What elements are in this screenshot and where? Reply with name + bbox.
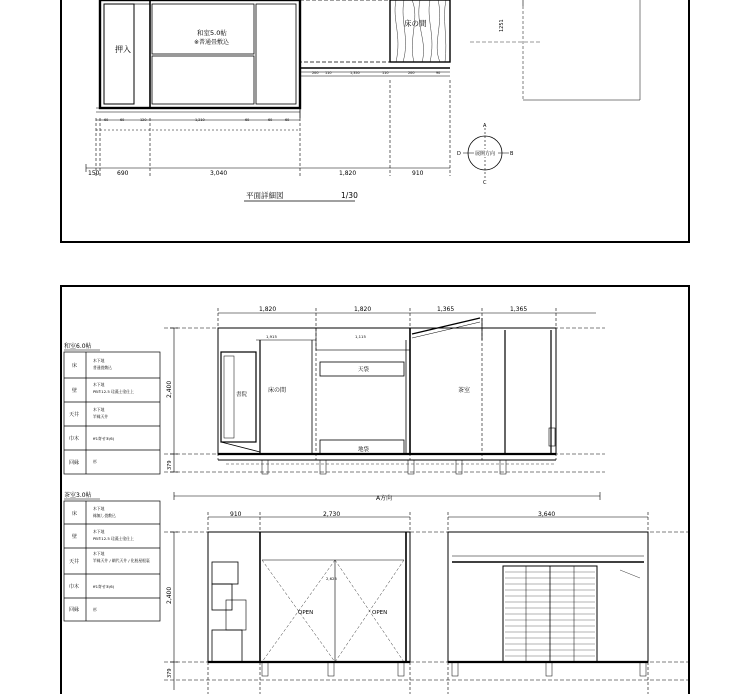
label-open-2: OPEN (372, 610, 388, 616)
svg-text:1,350: 1,350 (350, 71, 360, 75)
plan-panel (61, 0, 689, 242)
f1-k3: 巾木 (69, 436, 80, 442)
svg-text:120: 120 (140, 118, 147, 122)
f1-v2b: 竿縁天井 (93, 414, 109, 419)
f2-k2: 天井 (69, 559, 80, 565)
elev-top-dim-1: 1,820 (259, 306, 277, 313)
plan-walls (96, 0, 450, 118)
plan-frame (61, 0, 689, 242)
lower-h-2400: 2,400 (166, 586, 173, 604)
label-jibukuro: 地袋 (358, 447, 370, 453)
f2-k3: 巾木 (69, 584, 80, 590)
label-tokonoma: 床の間 (268, 387, 287, 394)
room-tokonoma: 床の間 (404, 19, 427, 28)
f1-v4a: 杉 (93, 459, 97, 464)
svg-text:60: 60 (104, 118, 109, 122)
label-chashitsu: 茶室 (458, 387, 471, 394)
plan-title: 平面詳細図 (246, 191, 284, 200)
svg-text:90: 90 (436, 71, 441, 75)
svg-text:60: 60 (268, 118, 273, 122)
compass-d: D (457, 151, 461, 157)
plan-dim-line (86, 80, 450, 176)
elev-top-dim-4: 1,365 (510, 306, 528, 313)
compass (457, 123, 514, 186)
lower-dim-2730: 2,730 (323, 511, 341, 518)
finish1-title: 和室6.0帖 (64, 343, 92, 350)
svg-text:200: 200 (312, 71, 319, 75)
svg-text:60: 60 (285, 118, 290, 122)
room-washitsu-note: ※普通畳敷込 (194, 39, 230, 46)
label-tenbukuro: 天袋 (358, 367, 370, 373)
f1-v3a: ff1寄せ③/6) (93, 436, 115, 441)
elev-mid-dim-2: 1,115 (355, 334, 366, 339)
f2-k1: 壁 (72, 534, 78, 540)
svg-text:200: 200 (408, 71, 415, 75)
f2-v2b: 竿縁天井 / 網代天井 / 化粧屋根裏 (93, 558, 150, 563)
elev-top-dim-2: 1,820 (354, 306, 372, 313)
finish-table-1 (64, 342, 160, 474)
dim-690: 690 (117, 170, 129, 177)
elev-top-dim-3: 1,365 (437, 306, 455, 313)
lower-dim-910: 910 (230, 511, 242, 518)
svg-text:60: 60 (245, 118, 250, 122)
f2-v0b: 縁無し畳敷込 (93, 513, 116, 518)
tokonoma-grain (390, 0, 450, 62)
compass-c: C (483, 180, 487, 186)
f1-k4: 回縁 (69, 460, 80, 466)
f1-v0a: 木下地 (93, 358, 105, 363)
f1-v0b: 普通畳敷込 (93, 365, 112, 370)
room-oshiire: 押入 (115, 45, 131, 54)
f1-v2a: 木下地 (93, 407, 105, 412)
compass-center: 展開方向 (475, 151, 496, 157)
label-open-1: OPEN (298, 610, 314, 616)
finish-table-2 (64, 491, 160, 621)
svg-text:60: 60 (120, 118, 125, 122)
svg-text:110: 110 (382, 71, 389, 75)
f2-v4a: 杉 (93, 607, 97, 612)
f1-v1b: PB⑦12.5 珪藻土塗仕上 (93, 389, 134, 394)
f2-k4: 回縁 (69, 607, 80, 613)
elevation-b (164, 511, 690, 694)
compass-b: B (510, 151, 514, 157)
elev-frame (61, 286, 689, 694)
room-washitsu-title: 和室5.0帖 (197, 29, 227, 37)
plan-dimensions (88, 170, 424, 177)
f2-v0a: 木下地 (93, 506, 105, 511)
plan-title-block (244, 190, 358, 201)
dim-910: 910 (412, 170, 424, 177)
lower-mid-dim: 2,625 (326, 576, 337, 581)
elevation-panel (61, 286, 690, 694)
f1-k2: 天井 (69, 412, 80, 418)
plan-scale: 1/30 (341, 191, 358, 200)
label-direction: A方向 (376, 495, 393, 502)
elevation-a (164, 306, 605, 502)
dim-150: 150 (88, 170, 100, 177)
lower-h-379: 379 (167, 668, 173, 678)
f1-v1a: 木下地 (93, 382, 105, 387)
plan-room-labels (115, 18, 505, 54)
finish2-title: 茶室3.0帖 (64, 492, 92, 499)
f2-v2a: 木下地 (93, 551, 105, 556)
dim-1820: 1,820 (339, 170, 357, 177)
f1-k0: 床 (72, 363, 78, 369)
elev-h-2400: 2,400 (166, 380, 173, 398)
f1-k1: 壁 (72, 388, 78, 394)
f2-v1b: PB⑦12.5 珪藻土塗仕上 (93, 536, 134, 541)
plan-inner-dims (96, 76, 450, 130)
dim-3040: 3,040 (210, 170, 228, 177)
lower-dim-3640: 3,640 (538, 511, 556, 518)
plan-dim-1251: 1251 (499, 19, 505, 32)
f2-k0: 床 (72, 511, 78, 517)
compass-a: A (483, 123, 487, 129)
f2-v3a: ff1寄せ③/6) (93, 584, 115, 589)
f2-v1a: 木下地 (93, 529, 105, 534)
elev-h-379: 379 (167, 460, 173, 470)
svg-text:110: 110 (325, 71, 332, 75)
svg-text:1,210: 1,210 (195, 118, 205, 122)
elev-mid-dim-1: 1,915 (266, 334, 277, 339)
label-shoin: 書院 (236, 392, 248, 398)
